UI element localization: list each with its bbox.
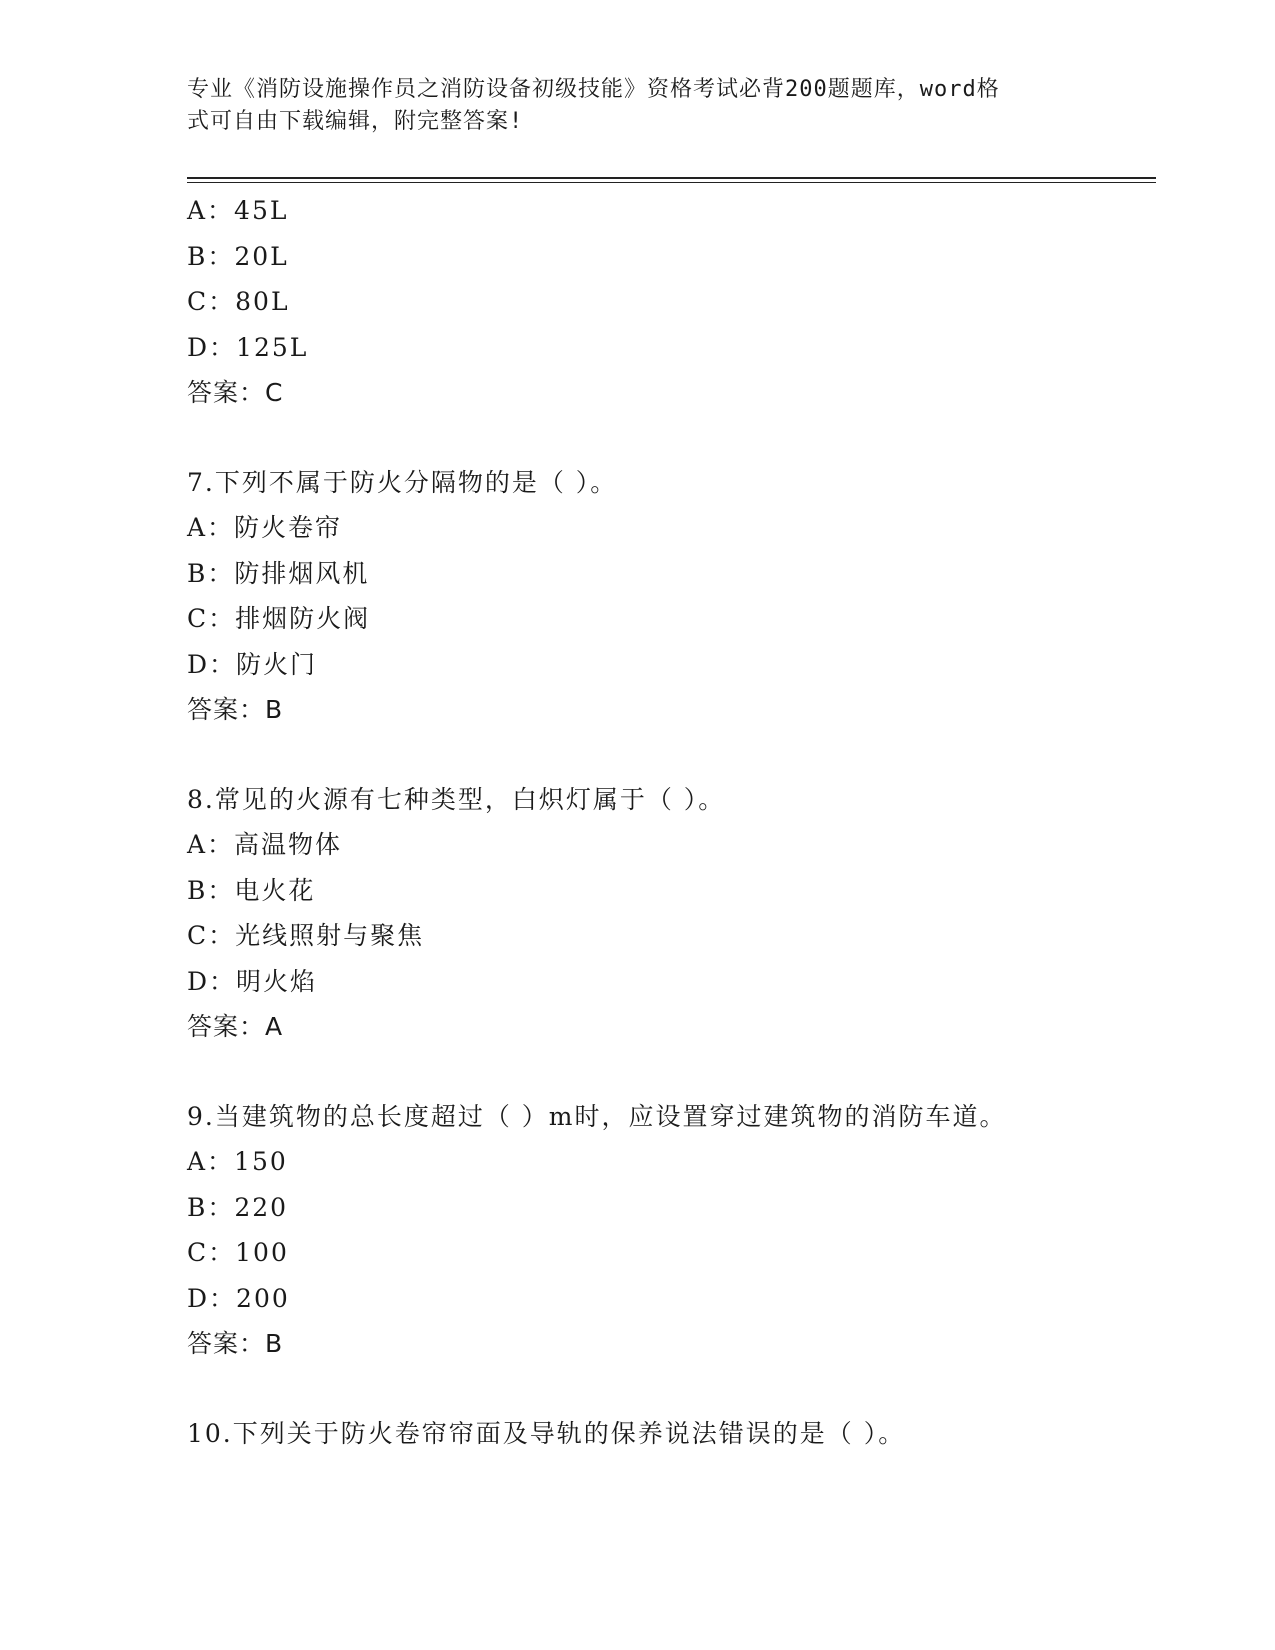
header-line-2: 式可自由下载编辑，附完整答案! (187, 109, 524, 134)
question-text: 10.下列关于防火卷帘帘面及导轨的保养说法错误的是（ ）。 (187, 1418, 906, 1448)
question-text: 9.当建筑物的总长度超过（ ）m时，应设置穿过建筑物的消防车道。 (187, 1101, 1007, 1131)
question-6 (187, 188, 1147, 416)
question-text: 8.常见的火源有七种类型，白炽灯属于（ ）。 (187, 784, 726, 814)
option-b: B：防排烟风机 (187, 558, 370, 588)
question-8 (187, 777, 1147, 1050)
option-a: A：防火卷帘 (187, 513, 343, 542)
spacer (187, 1050, 1147, 1094)
question-list (187, 188, 1147, 1456)
option-d: D：125L (187, 332, 309, 362)
option-c: C：光线照射与聚焦 (187, 921, 425, 950)
option-a: A：高温物体 (187, 830, 343, 859)
option-a: A：45L (187, 196, 289, 225)
answer: 答案：A (187, 1012, 284, 1041)
option-d: D：防火门 (187, 649, 318, 679)
option-b: B：电火花 (187, 875, 316, 905)
spacer (187, 416, 1147, 460)
option-c: C：排烟防火阀 (187, 604, 371, 633)
spacer (187, 733, 1147, 777)
header-divider (187, 177, 1156, 183)
header-line-1: 专业《消防设施操作员之消防设备初级技能》资格考试必背200题题库，word格 (187, 77, 1000, 102)
spacer (187, 1367, 1147, 1411)
question-10 (187, 1411, 1147, 1457)
option-b: B：220 (187, 1192, 289, 1222)
document-header (187, 74, 1067, 138)
option-c: C：100 (187, 1238, 289, 1267)
answer: 答案：B (187, 1329, 284, 1358)
question-7 (187, 460, 1147, 733)
option-d: D：明火焰 (187, 966, 318, 996)
option-b: B：20L (187, 241, 289, 271)
option-d: D：200 (187, 1283, 290, 1313)
option-a: A：150 (187, 1147, 288, 1176)
question-9 (187, 1094, 1147, 1367)
option-c: C：80L (187, 287, 290, 316)
answer: 答案：B (187, 695, 284, 724)
question-text: 7.下列不属于防火分隔物的是（ ）。 (187, 467, 618, 497)
answer: 答案：C (187, 378, 284, 407)
